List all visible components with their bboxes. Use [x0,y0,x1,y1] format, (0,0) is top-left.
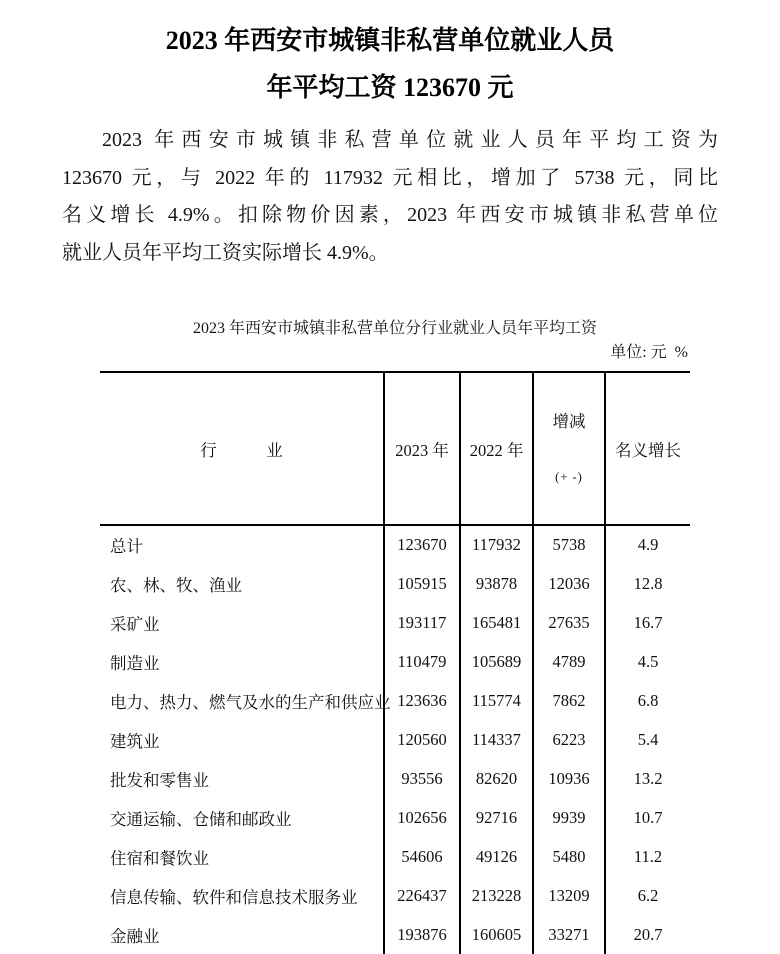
change-cell: 12036 [533,564,605,603]
table-row [100,720,690,759]
title-line-1: 2023 年西安市城镇非私营单位就业人员 [165,26,615,55]
industry-cell: 采矿业 [110,614,160,634]
table-row [100,876,690,915]
value-2023-cell: 54606 [384,837,460,876]
header-change [533,372,605,525]
value-2023-cell: 226437 [384,876,460,915]
value-2022-cell: 82620 [460,759,533,798]
document-title [0,0,780,111]
table-section [100,319,690,954]
table-row [100,525,690,564]
value-2023-cell: 110479 [384,642,460,681]
intro-line-3: 名义增长 4.9%。扣除物价因素，2023 年西安市城镇非私营单位 [62,204,718,226]
industry-cell: 电力、热力、燃气及水的生产和供应业 [110,692,391,712]
growth-cell: 6.8 [605,681,690,720]
intro-line-1: 2023 年西安市城镇非私营单位就业人员年平均工资为 [102,129,718,151]
industry-cell: 农、林、牧、渔业 [110,575,242,595]
growth-cell: 5.4 [605,720,690,759]
growth-cell: 11.2 [605,837,690,876]
industry-cell: 交通运输、仓储和邮政业 [110,809,292,829]
header-growth: 名义增长 [605,372,690,525]
table-row [100,915,690,954]
value-2022-cell: 160605 [460,915,533,954]
industry-cell: 制造业 [110,653,160,673]
change-cell: 27635 [533,603,605,642]
value-2022-cell: 213228 [460,876,533,915]
value-2023-cell: 105915 [384,564,460,603]
value-2022-cell: 105689 [460,642,533,681]
growth-cell: 20.7 [605,915,690,954]
value-2022-cell: 115774 [460,681,533,720]
value-2022-cell: 93878 [460,564,533,603]
industry-cell: 总计 [110,537,143,556]
header-2023: 2023 年 [384,372,460,525]
table-row [100,642,690,681]
value-2023-cell: 193876 [384,915,460,954]
growth-cell: 16.7 [605,603,690,642]
change-cell: 5738 [533,525,605,564]
table-title: 2023 年西安市城镇非私营单位分行业就业人员年平均工资 [192,320,597,337]
change-cell: 33271 [533,915,605,954]
growth-cell: 4.9 [605,525,690,564]
wage-table [100,371,690,954]
table-header-row [100,372,690,525]
table-row [100,837,690,876]
value-2022-cell: 114337 [460,720,533,759]
table-row [100,564,690,603]
header-change-label: 增减 [552,412,586,431]
title-line-2: 年平均工资 123670 元 [266,73,514,102]
value-2022-cell: 92716 [460,798,533,837]
industry-cell: 住宿和餐饮业 [110,848,209,868]
value-2023-cell: 102656 [384,798,460,837]
change-cell: 4789 [533,642,605,681]
header-industry: 行 业 [200,440,283,460]
intro-line-4: 就业人员年平均工资实际增长 4.9%。 [62,241,389,264]
intro-paragraph [62,122,718,272]
change-cell: 9939 [533,798,605,837]
value-2023-cell: 123670 [384,525,460,564]
value-2022-cell: 117932 [460,525,533,564]
growth-cell: 13.2 [605,759,690,798]
change-cell: 13209 [533,876,605,915]
unit-note: 单位: 元 % [610,344,688,361]
header-2022: 2022 年 [460,372,533,525]
intro-line-2: 123670 元，与 2022 年的 117932 元相比，增加了 5738 元，同比 [62,166,718,189]
value-2023-cell: 120560 [384,720,460,759]
value-2023-cell: 193117 [384,603,460,642]
change-cell: 5480 [533,837,605,876]
table-body [100,525,690,954]
industry-cell: 信息传输、软件和信息技术服务业 [110,887,358,907]
industry-cell: 批发和零售业 [110,770,209,790]
value-2022-cell: 165481 [460,603,533,642]
header-change-sign: (+ -) [555,470,583,484]
growth-cell: 12.8 [605,564,690,603]
table-row [100,759,690,798]
growth-cell: 4.5 [605,642,690,681]
value-2023-cell: 123636 [384,681,460,720]
value-2022-cell: 49126 [460,837,533,876]
table-row [100,681,690,720]
growth-cell: 10.7 [605,798,690,837]
change-cell: 6223 [533,720,605,759]
table-row [100,603,690,642]
change-cell: 7862 [533,681,605,720]
table-row [100,798,690,837]
industry-cell: 建筑业 [110,731,160,751]
change-cell: 10936 [533,759,605,798]
growth-cell: 6.2 [605,876,690,915]
industry-cell: 金融业 [110,926,160,946]
value-2023-cell: 93556 [384,759,460,798]
